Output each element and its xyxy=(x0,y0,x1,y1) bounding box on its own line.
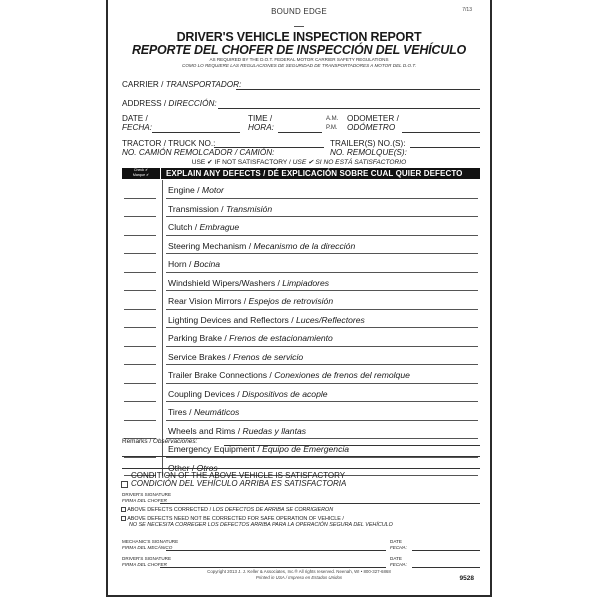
defect-item-label xyxy=(168,333,333,343)
am-option[interactable]: A.M. xyxy=(326,116,339,122)
driver-date-label xyxy=(390,556,407,567)
defects-corrected-es: LOS DEFECTOS DE ARRIBA SE CORRIGIERON xyxy=(212,507,334,513)
defect-item-es: Espejos de retrovisión xyxy=(248,296,334,306)
trailer-label-en: TRAILER(S) NO.(S): xyxy=(330,139,406,148)
defect-item-es: Otros xyxy=(196,462,218,473)
revision-date: 7/13 xyxy=(462,7,472,13)
checkbox-icon[interactable] xyxy=(121,516,126,521)
defect-item-es: Ruedas y llantas xyxy=(242,425,307,436)
defect-row xyxy=(122,421,480,440)
instructions-en: USE ✔ IF NOT SATISFACTORY / xyxy=(191,159,293,166)
odometer-label-es xyxy=(347,123,395,132)
mechanic-date-label-es: FECHA: xyxy=(390,544,407,550)
defect-item-en: Rear Vision Mirrors / xyxy=(168,296,249,306)
defects-table-header xyxy=(122,168,480,179)
defect-item-label xyxy=(168,204,272,214)
column-divider xyxy=(162,291,163,310)
column-divider xyxy=(162,347,163,366)
defect-item-en: Horn / xyxy=(168,259,194,269)
defect-item-en: Other / xyxy=(168,462,197,473)
address-label-es: DIRECCIÓN: xyxy=(168,99,217,108)
defect-item-label xyxy=(168,370,410,380)
defects-corrected-en: ABOVE DEFECTS CORRECTED / xyxy=(127,507,213,513)
mechanic-signature-label-es: FIRMA DEL MECÁNICO xyxy=(122,544,173,550)
carrier-field[interactable] xyxy=(236,89,480,90)
defect-row xyxy=(122,328,480,347)
instructions-es: USE ✔ SI NO ESTÁ SATISFACTORIO xyxy=(292,159,407,166)
driver-signature-2-label xyxy=(122,556,171,567)
defect-item-en: Steering Mechanism / xyxy=(168,240,254,251)
defect-item-en: Lighting Devices and Reflectors / xyxy=(168,314,297,325)
divider xyxy=(294,26,304,27)
bound-edge-label: BOUND EDGE xyxy=(271,7,327,16)
defect-row xyxy=(122,402,480,421)
footer xyxy=(108,569,490,581)
date-label-en: DATE / xyxy=(122,114,148,123)
defect-item-es: Dispositivos de acople xyxy=(242,388,328,399)
remarks-field-line-2[interactable] xyxy=(122,456,480,457)
defect-item-en: Coupling Devices / xyxy=(168,388,243,399)
trailer-field[interactable] xyxy=(410,147,480,148)
defects-list xyxy=(122,180,480,476)
defect-row xyxy=(122,347,480,366)
defect-item-es: Frenos de servicio xyxy=(232,351,304,362)
subtitle-spanish: COMO LO REQUIERE LAS REGULACIONES DE SEGURIDAD DE TRANSPORTADORES A MOTOR DEL D.O.T. xyxy=(182,63,416,68)
column-divider xyxy=(162,384,163,403)
mechanic-signature-field[interactable] xyxy=(166,550,386,551)
defect-item-es: Embrague xyxy=(199,222,240,232)
defect-row xyxy=(122,384,480,403)
carrier-label xyxy=(122,80,241,89)
satisfactory-label-es: CONDICIÓN DEL VEHÍCULO ARRIBA ES SATISFACTORIA xyxy=(131,479,347,488)
defect-item-es: Limpiadores xyxy=(282,277,330,288)
defect-item-es: Bocina xyxy=(193,259,221,269)
column-divider xyxy=(162,310,163,329)
defect-item-en: Wheels and Rims / xyxy=(168,425,243,436)
date-field[interactable] xyxy=(152,132,240,133)
defect-row xyxy=(122,217,480,236)
printed-in-text: Printed in USA / Impreso en Estados Unidos xyxy=(255,575,343,580)
defect-row xyxy=(122,236,480,255)
defect-row xyxy=(122,291,480,310)
remarks-label-en: Remarks / xyxy=(122,438,153,445)
check-column-header xyxy=(122,168,161,179)
defect-item-label xyxy=(168,296,333,306)
defect-item-es: Motor xyxy=(201,185,224,195)
column-divider xyxy=(162,365,163,384)
defect-item-label xyxy=(168,278,329,288)
defect-item-label xyxy=(168,315,365,325)
defect-item-en: Engine / xyxy=(168,185,202,195)
column-divider xyxy=(162,199,163,218)
defects-not-needed-es: NO SE NECESITA CORREGER LOS DEFECTOS ARRIBA PARA LA OPERACIÓN SEGURA DEL VEHÍCULO xyxy=(129,522,393,528)
satisfactory-label-en: CONDITION OF THE ABOVE VEHICLE IS SATISFACTORY xyxy=(131,471,346,480)
defect-item-en: Transmission / xyxy=(168,203,226,214)
carrier-label-es: TRANSPORTADOR: xyxy=(165,80,242,89)
tractor-label-es-text: NO. CAMIÓN REMOLCADOR / CAMIÓN: xyxy=(122,148,275,157)
defect-item-es: Equipo de Emergencia xyxy=(262,444,350,454)
defect-row xyxy=(122,180,480,199)
remarks-field-line-1[interactable] xyxy=(224,445,480,446)
mechanic-signature-label xyxy=(122,539,178,550)
defect-row xyxy=(122,310,480,329)
pm-option[interactable]: P.M. xyxy=(326,125,338,131)
defect-item-es: Neumáticos xyxy=(193,407,240,417)
column-divider xyxy=(162,254,163,273)
column-divider xyxy=(162,217,163,236)
defect-item-en: Trailer Brake Connections / xyxy=(168,370,275,380)
inspection-report-form xyxy=(106,0,492,597)
defect-item-en: Clutch / xyxy=(168,222,200,232)
defect-item-label xyxy=(168,407,239,417)
driver-signature-2-label-en: DRIVER'S SIGNATURE xyxy=(122,556,172,561)
driver-signature-field[interactable] xyxy=(160,503,480,504)
defect-item-label xyxy=(168,426,306,436)
check-instructions xyxy=(108,158,490,166)
odometer-label-en: ODOMETER / xyxy=(347,114,399,123)
time-label-es-text: HORA: xyxy=(248,123,274,132)
driver-signature-2-label-es: FIRMA DEL CHOFER xyxy=(122,561,167,567)
trailer-label-es-text: NO. REMOLQUE(S): xyxy=(330,148,407,157)
date-label-es xyxy=(122,123,152,132)
mechanic-date-field[interactable] xyxy=(412,550,480,551)
column-divider xyxy=(162,180,163,199)
address-label xyxy=(122,99,217,108)
defect-item-es: Transmisión xyxy=(225,203,273,214)
form-number: 9528 xyxy=(459,575,474,582)
defect-item-label xyxy=(168,259,220,269)
defect-item-label xyxy=(168,352,303,362)
defect-item-label xyxy=(168,389,328,399)
defect-item-label xyxy=(168,222,239,232)
defect-item-en: Service Brakes / xyxy=(168,351,233,362)
checkbox-icon[interactable] xyxy=(121,481,128,488)
driver-signature-label-es: FIRMA DEL CHOFER xyxy=(122,497,167,503)
column-divider xyxy=(162,421,163,440)
mechanic-date-label-en: DATE xyxy=(390,539,402,544)
driver-date-label-en: DATE xyxy=(390,556,402,561)
carrier-label-en: CARRIER / xyxy=(122,80,166,89)
driver-signature-label xyxy=(122,492,171,503)
title-spanish: REPORTE DEL CHOFER DE INSPECCIÓN DEL VEHÍCULO xyxy=(131,43,467,57)
remarks-label-es: Observaciones: xyxy=(152,438,198,445)
defect-item-en: Windshield Wipers/Washers / xyxy=(168,277,283,288)
address-field[interactable] xyxy=(218,108,480,109)
driver-signature-2-field[interactable] xyxy=(160,567,386,568)
address-label-en: ADDRESS / xyxy=(122,99,169,108)
trailer-label-es xyxy=(330,148,407,157)
column-divider xyxy=(162,328,163,347)
defect-row xyxy=(122,254,480,273)
check-header-en: Check ✔ xyxy=(133,168,149,172)
defect-row xyxy=(122,273,480,292)
driver-signature-label-en: DRIVER'S SIGNATURE xyxy=(122,492,172,497)
odometer-field[interactable] xyxy=(402,132,480,133)
column-divider xyxy=(162,402,163,421)
mechanic-date-label xyxy=(390,539,407,550)
title-english: DRIVER'S VEHICLE INSPECTION REPORT xyxy=(176,30,422,44)
defect-item-label xyxy=(168,185,224,195)
tractor-label-es xyxy=(122,148,274,157)
copyright-text: Copyright 2013 J. J. Keller & Associates, Inc.® All rights reserved. Neenah, WI • 800-327-6868 xyxy=(207,569,391,574)
remarks-field-line-3[interactable] xyxy=(122,468,480,469)
odometer-label-es-text: ODÓMETRO xyxy=(347,123,396,132)
defect-row xyxy=(122,199,480,218)
defect-item-es: Mecanismo de la dirección xyxy=(253,240,356,251)
defect-row xyxy=(122,365,480,384)
checkbox-icon[interactable] xyxy=(121,507,126,512)
time-field[interactable] xyxy=(278,132,322,133)
date-label-es-text: FECHA: xyxy=(122,123,153,132)
defects-not-needed-en: ABOVE DEFECTS NEED NOT BE CORRECTED FOR SAFE OPERATION OF VEHICLE / xyxy=(127,516,344,522)
column-divider xyxy=(162,273,163,292)
defect-item-label xyxy=(168,241,355,251)
defect-item-en: Parking Brake / xyxy=(168,333,230,343)
defect-item-en: Emergency Equipment / xyxy=(168,444,263,454)
subtitle-english: AS REQUIRED BY THE D.O.T. FEDERAL MOTOR CARRIER SAFETY REGULATIONS xyxy=(209,57,389,62)
defects-corrected-option[interactable] xyxy=(121,507,333,514)
tractor-label-en: TRACTOR / TRUCK NO.: xyxy=(122,139,216,148)
time-label-es xyxy=(248,123,274,132)
time-label-en: TIME / xyxy=(248,114,273,123)
defect-item-es: Frenos de estacionamiento xyxy=(229,333,333,343)
defect-item-en: Tires / xyxy=(168,407,194,417)
check-header-es: Marque ✔ xyxy=(132,173,150,177)
mechanic-signature-label-en: MECHANIC'S SIGNATURE xyxy=(122,539,179,544)
column-divider xyxy=(162,236,163,255)
driver-date-field[interactable] xyxy=(412,567,480,568)
driver-date-label-es: FECHA: xyxy=(390,561,407,567)
defect-item-es: Luces/Reflectores xyxy=(296,314,365,325)
defect-item-es: Conexiones de frenos del remolque xyxy=(274,370,410,380)
remarks-label xyxy=(122,438,197,445)
explain-defects-header: EXPLAIN ANY DEFECTS / DÉ EXPLICACIÓN SOBRE CUAL QUIER DEFECTO xyxy=(166,169,463,178)
